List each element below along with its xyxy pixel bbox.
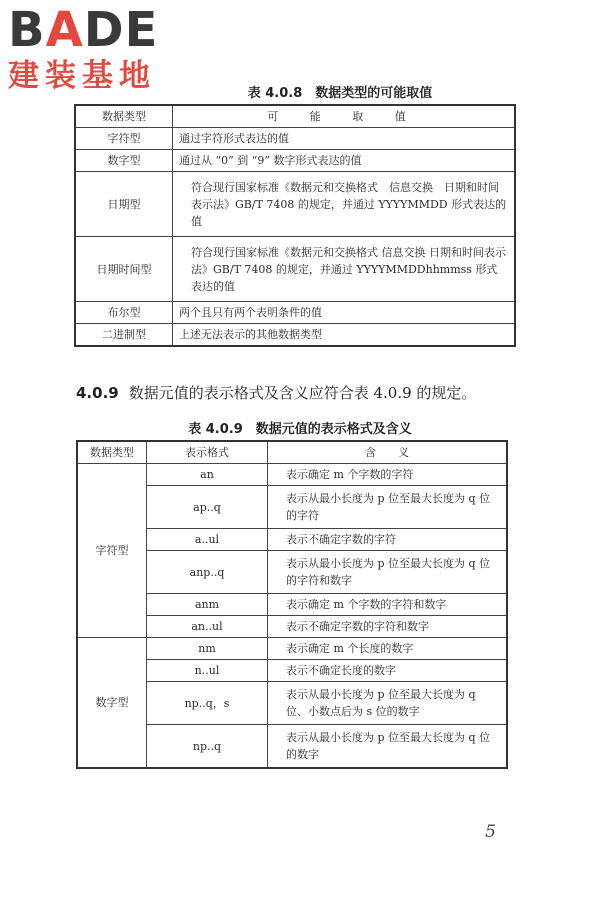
meaning-cell: 表示确定 m 个长度的数字 — [268, 638, 508, 660]
logo-subtitle: 建装基地 — [8, 58, 156, 94]
table-row — [75, 324, 515, 347]
format-cell: n..ul — [147, 660, 268, 682]
value-cell: 通过字符形式表达的值 — [173, 128, 516, 150]
meaning-cell: 表示不确定字数的字符 — [268, 529, 508, 551]
type-cell: 字符型 — [77, 464, 147, 638]
page-number: 5 — [485, 822, 496, 842]
table-4-0-8 — [74, 104, 516, 347]
bade-logo — [8, 4, 180, 94]
format-cell: nm — [147, 638, 268, 660]
format-cell: ap..q — [147, 486, 268, 529]
header-cell: 数据类型 — [75, 105, 173, 128]
type-cell: 数字型 — [75, 150, 173, 172]
type-cell: 数字型 — [77, 638, 147, 769]
value-cell: 通过从 “0” 到 “9” 数字形式表达的值 — [173, 150, 516, 172]
type-cell: 布尔型 — [75, 302, 173, 324]
meaning-cell: 表示从最小长度为 p 位至最大长度为 q 位的字符和数字 — [268, 551, 508, 594]
format-cell: np..q，s — [147, 682, 268, 725]
clause-4-0-9 — [76, 382, 596, 403]
meaning-cell: 表示从最小长度为 p 位至最大长度为 q 位的字符 — [268, 486, 508, 529]
value-cell: 符合现行国家标准《数据元和交换格式 信息交换 日期和时间表示法》GB/T 7408 的规定，并通过 YYYYMMDDhhmmss 形式表达的值 — [173, 237, 516, 302]
table-4-0-8-caption: 表 4.0.8 数据类型的可能取值 — [247, 86, 433, 101]
table-row — [75, 237, 515, 302]
header-cell: 数据类型 — [77, 441, 147, 464]
table-header-row — [75, 105, 515, 128]
table-row — [75, 172, 515, 237]
type-cell: 字符型 — [75, 128, 173, 150]
format-cell: np..q — [147, 725, 268, 769]
meaning-cell: 表示确定 m 个字数的字符和数字 — [268, 594, 508, 616]
value-cell: 两个且只有两个表明条件的值 — [173, 302, 516, 324]
clause-text: 数据元值的表示格式及含义应符合表 4.0.9 的规定。 — [128, 384, 477, 402]
value-cell: 符合现行国家标准《数据元和交换格式 信息交换 日期和时间表示法》GB/T 7408 的规定，并通过 YYYYMMDD 形式表达的值 — [173, 172, 516, 237]
format-cell: a..ul — [147, 529, 268, 551]
header-cell: 可 能 取 值 — [173, 105, 516, 128]
format-cell: anm — [147, 594, 268, 616]
type-cell: 二进制型 — [75, 324, 173, 347]
table-row — [77, 464, 507, 486]
table-row — [77, 638, 507, 660]
meaning-cell: 表示从最小长度为 p 位至最大长度为 q 位的数字 — [268, 725, 508, 769]
table-row — [75, 128, 515, 150]
format-cell: an..ul — [147, 616, 268, 638]
value-cell: 上述无法表示的其他数据类型 — [173, 324, 516, 347]
meaning-cell: 表示确定 m 个字数的字符 — [268, 464, 508, 486]
table-header-row — [77, 441, 507, 464]
header-cell: 含 义 — [268, 441, 508, 464]
format-cell: an — [147, 464, 268, 486]
meaning-cell: 表示从最小长度为 p 位至最大长度为 q 位、小数点后为 s 位的数字 — [268, 682, 508, 725]
logo-wordmark: BADE — [8, 2, 159, 58]
table-4-0-9 — [76, 440, 508, 769]
table-row — [75, 302, 515, 324]
header-cell: 表示格式 — [147, 441, 268, 464]
table-4-0-9-caption: 表 4.0.9 数据元值的表示格式及含义 — [188, 422, 412, 437]
type-cell: 日期时间型 — [75, 237, 173, 302]
type-cell: 日期型 — [75, 172, 173, 237]
clause-number: 4.0.9 — [76, 384, 119, 402]
meaning-cell: 表示不确定长度的数字 — [268, 660, 508, 682]
table-row — [75, 150, 515, 172]
format-cell: anp..q — [147, 551, 268, 594]
meaning-cell: 表示不确定字数的字符和数字 — [268, 616, 508, 638]
